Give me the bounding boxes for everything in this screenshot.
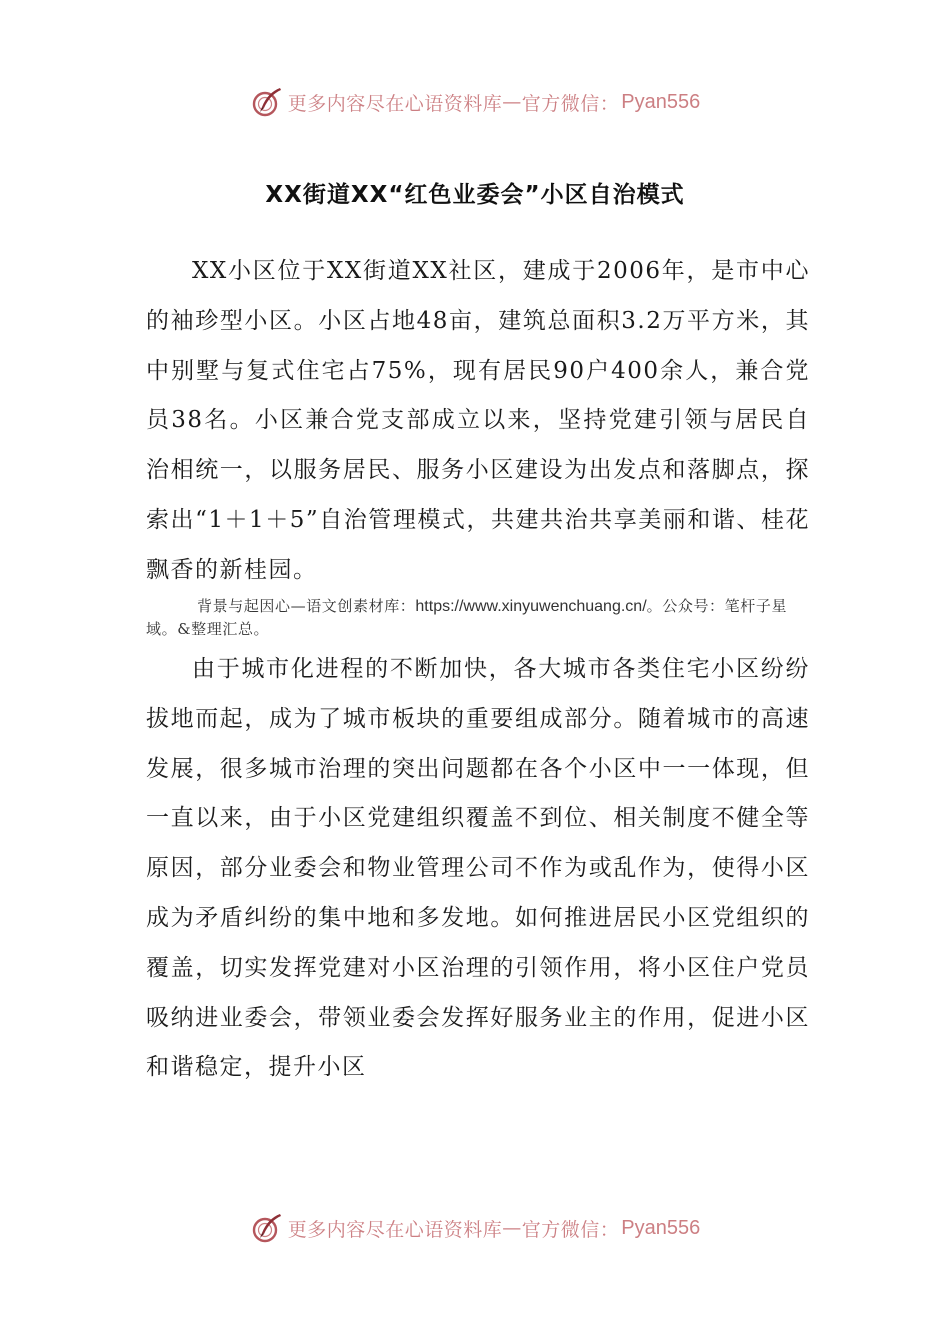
quill-pen-logo-icon (250, 1211, 284, 1245)
source-note-prefix: 背景与起因心—语文创素材库： (197, 597, 416, 615)
document-title: XX街道XX“红色业委会”小区自治模式 (265, 182, 685, 208)
banner-label: 官方微信： (521, 1218, 620, 1241)
banner-separator: — (502, 91, 522, 113)
banner-slogan: 更多内容尽在心语资料库 (287, 1218, 503, 1241)
source-note-url[interactable]: https://www.xinyuwenchuang.cn/ (415, 598, 647, 615)
banner-separator: — (502, 1217, 522, 1239)
quill-pen-logo-icon (250, 85, 284, 119)
banner-wechat-id: Pyan556 (621, 90, 701, 113)
header-banner (0, 82, 950, 122)
banner-label: 官方微信： (521, 92, 620, 115)
body-paragraph-2: 由于城市化进程的不断加快，各大城市各类住宅小区纷纷拔地而起，成为了城市板块的重要组成部分。随着城市的高速发展，很多城市治理的突出问题都在各个小区中一一体现，但一直以来，由于小区党建组织覆盖不到位、相关制度不健全等原因，部分业委会和物业管理公司不作为或乱作为，使得小区成为矛盾纠纷的集中地和多发地。如何推进居民小区党组织的覆盖，切实发挥党建对小区治理的引领作用，将小区住户党员吸纳进业委会，带领业委会发挥好服务业主的作用，促进小区和谐稳定，提升小区 (146, 656, 810, 1081)
footer-banner (0, 1208, 950, 1248)
source-note (146, 595, 810, 640)
source-note-suffix: 。公众号：笔杆子星域。&整理汇总。 (146, 597, 788, 638)
banner-wechat-id: Pyan556 (621, 1216, 701, 1239)
banner-slogan: 更多内容尽在心语资料库 (287, 92, 503, 115)
body-paragraph-1: XX小区位于XX街道XX社区，建成于2006年，是市中心的袖珍型小区。小区占地48亩，建筑总面积3.2万平方米，其中别墅与复式住宅占75%，现有居民90户400余人，兼合党员38名。小区兼合党支部成立以来，坚持党建引领与居民自治相统一，以服务居民、服务小区建设为出发点和落脚点，探索出“1＋1＋5”自治管理模式，共建共治共享美丽和谐、桂花飘香的新桂园。 (146, 258, 810, 583)
